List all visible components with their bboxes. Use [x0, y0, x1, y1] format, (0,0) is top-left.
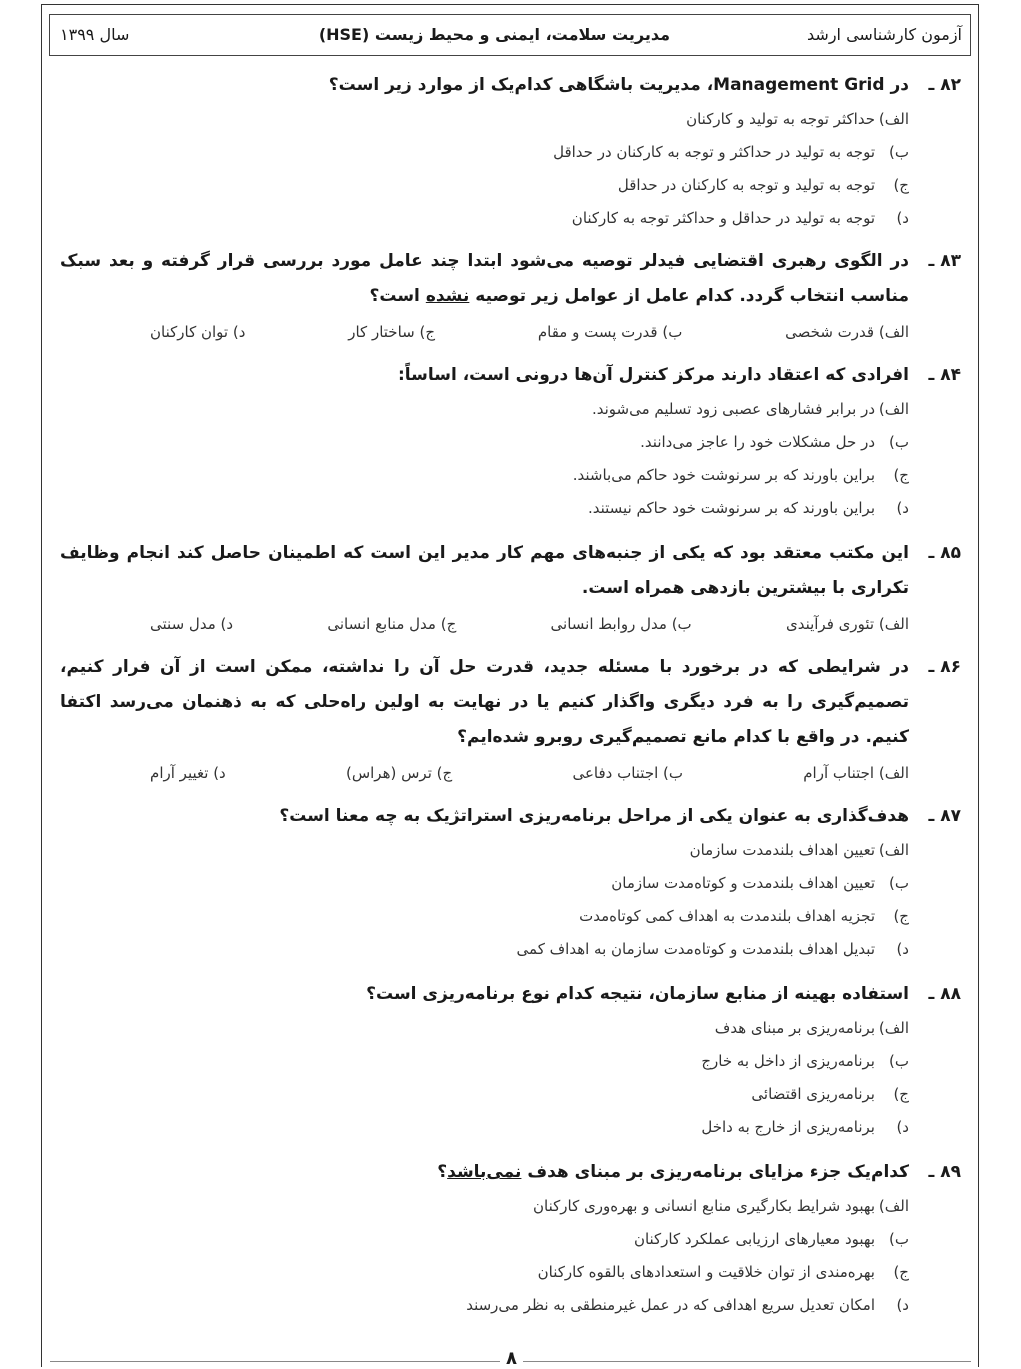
option-b[interactable]: ب)برنامه‌ریزی از داخل به خارج: [701, 1052, 909, 1070]
option-d[interactable]: د)امکان تعدیل سریع اهدافی که در عمل غیرمنطقی به نظر می‌رسند: [466, 1296, 909, 1314]
exam-header: [49, 14, 971, 56]
question-stem: در الگوی رهبری اقتضایی فیدلر توصیه می‌شود ابتدا چند عامل مورد بررسی قرار گرفته و بعد سبک مناسب انتخاب گردد. کدام عامل از عوامل زیر توصیه: [60, 251, 909, 306]
option-a[interactable]: الف)بهبود شرایط بکارگیری منابع انسانی و بهره‌وری کارکنان: [533, 1197, 909, 1215]
option-c[interactable]: ج)براین باورند که بر سرنوشت خود حاکم می‌باشند.: [572, 466, 909, 484]
emphasis-word: نشده: [425, 286, 470, 306]
option-d[interactable]: د) مدل سنتی: [150, 615, 234, 633]
option-b[interactable]: ب)تعیین اهداف بلندمدت و کوتاه‌مدت سازمان: [611, 874, 909, 892]
question-number: ۸۸ ـ: [928, 984, 961, 1004]
question-86: [60, 650, 961, 791]
option-d[interactable]: د)برنامه‌ریزی از خارج به داخل: [701, 1118, 909, 1136]
question-87: [60, 799, 961, 966]
question-85: [60, 536, 961, 642]
question-number: ۸۳ ـ: [928, 251, 961, 271]
option-c[interactable]: ج)توجه به تولید و توجه به کارکنان در حداقل: [617, 176, 909, 194]
question-number: ۸۴ ـ: [928, 365, 961, 385]
question-stem: در شرایطی که در برخورد با مسئله جدید، قدرت حل آن را نداشته، ممکن است از آن فرار کنیم، تصمیم‌گیری را به فرد دیگری واگذار کنیم یا در نهایت به اولین راه‌حلی که به ذهنمان می‌رسد اکتفا کنیم. در واقع با کدام مانع تصمیم‌گیری روبرو شده‌ایم؟: [60, 657, 909, 747]
option-b[interactable]: ب) قدرت پست و مقام: [537, 323, 683, 341]
question-stem: کدام‌یک جزء مزایای برنامه‌ریزی بر مبنای هدف: [527, 1162, 909, 1182]
question-number: ۸۹ ـ: [928, 1162, 961, 1182]
option-d[interactable]: د)تبدیل اهداف بلندمدت و کوتاه‌مدت سازمان به اهداف کمی: [516, 940, 909, 958]
option-c[interactable]: ج)برنامه‌ریزی اقتضائی: [751, 1085, 909, 1103]
option-c[interactable]: ج)تجزیه اهداف بلندمدت به اهداف کمی کوتاه‌مدت: [579, 907, 909, 925]
option-a[interactable]: الف)در برابر فشارهای عصبی زود تسلیم می‌شوند.: [591, 400, 909, 418]
exam-year: سال ۱۳۹۹: [60, 25, 130, 44]
option-a[interactable]: الف)تعیین اهداف بلندمدت سازمان: [689, 841, 909, 859]
option-a[interactable]: الف) تئوری فرآیندی: [785, 615, 909, 633]
option-a[interactable]: الف)حداکثر توجه به تولید و کارکنان: [686, 110, 909, 128]
question-number: ۸۶ ـ: [928, 657, 961, 677]
question-stem: این مکتب معتقد بود که یکی از جنبه‌های مهم کار مدیر این است که اطمینان حاصل کند انجام وظایف تکراری با بیشترین بازدهی همراه است.: [60, 543, 909, 598]
question-82: [60, 68, 961, 235]
option-b[interactable]: ب)توجه به تولید در حداکثر و توجه به کارکنان در حداقل: [553, 143, 909, 161]
option-b[interactable]: ب) اجتناب دفاعی: [572, 764, 684, 782]
question-stem: هدف‌گذاری به عنوان یکی از مراحل برنامه‌ریزی استراتژیک به چه معنا است؟: [279, 806, 909, 826]
question-number: ۸۲ ـ: [928, 75, 961, 95]
option-d[interactable]: د)براین باورند که بر سرنوشت خود حاکم نیستند.: [587, 499, 909, 517]
question-83: ۸۳ ـ در الگوی رهبری اقتضایی فیدلر توصیه می‌شود ابتدا چند عامل مورد بررسی قرار گرفته و بعد سبک مناسب انتخاب گردد. کدام عامل از عوامل زیر توصیه نشده است؟ الف) قدرت شخصی ب) قدرت پست و مقام ج) ساختار کار د) توان کارکنان: [60, 244, 961, 350]
question-stem: استفاده بهینه از منابع سازمان، نتیجه کدام نوع برنامه‌ریزی است؟: [366, 984, 909, 1004]
emphasis-word: نمی‌باشد: [447, 1162, 522, 1182]
question-number: ۸۷ ـ: [928, 806, 961, 826]
option-c[interactable]: ج) ساختار کار: [348, 323, 436, 341]
option-c[interactable]: ج) ترس (هراس): [345, 764, 453, 782]
question-stem: در Management Grid، مدیریت باشگاهی کدام‌یک از موارد زیر است؟: [328, 75, 909, 95]
option-c[interactable]: ج)بهره‌مندی از توان خلاقیت و استعدادهای بالقوه کارکنان: [537, 1263, 909, 1281]
option-a[interactable]: الف) اجتناب آرام: [803, 764, 909, 782]
options-row: [60, 606, 961, 642]
option-b[interactable]: ب)در حل مشکلات خود را عاجز می‌دانند.: [640, 433, 909, 451]
option-a[interactable]: الف)برنامه‌ریزی بر مبنای هدف: [714, 1019, 909, 1037]
options-row: [60, 755, 961, 791]
options-row: [60, 314, 961, 350]
question-stem: افرادی که اعتقاد دارند مرکز کنترل آن‌ها درونی است، اساساً:: [397, 365, 909, 385]
exam-title: آزمون کارشناسی ارشد: [807, 25, 962, 44]
option-c[interactable]: ج) مدل منابع انسانی: [327, 615, 457, 633]
page-number: ۸: [500, 1348, 523, 1369]
option-d[interactable]: د) تغییر آرام: [150, 764, 226, 782]
option-d[interactable]: د)توجه به تولید در حداقل و حداکثر توجه به کارکنان: [571, 209, 909, 227]
question-number: ۸۵ ـ: [928, 543, 961, 563]
option-b[interactable]: ب)بهبود معیارهای ارزیابی عملکرد کارکنان: [633, 1230, 909, 1248]
question-89: ۸۹ ـ کدام‌یک جزء مزایای برنامه‌ریزی بر مبنای هدف نمی‌باشد؟ الف)بهبود شرایط بکارگیری منابع انسانی و بهره‌وری کارکنان ب)بهبود معیارهای ارزیابی عملکرد کارکنان ج)بهره‌مندی از توان خلاقیت و استعدادهای بالقوه کارکنان د)امکان تعدیل سریع اهدافی که در عمل غیرمنطقی به نظر می‌رسند: [60, 1155, 961, 1322]
subject-title: مدیریت سلامت، ایمنی و محیط زیست (HSE): [318, 25, 670, 44]
option-b[interactable]: ب) مدل روابط انسانی: [550, 615, 692, 633]
option-a[interactable]: الف) قدرت شخصی: [785, 323, 909, 341]
option-d[interactable]: د) توان کارکنان: [150, 323, 246, 341]
question-88: [60, 977, 961, 1144]
question-84: [60, 358, 961, 525]
